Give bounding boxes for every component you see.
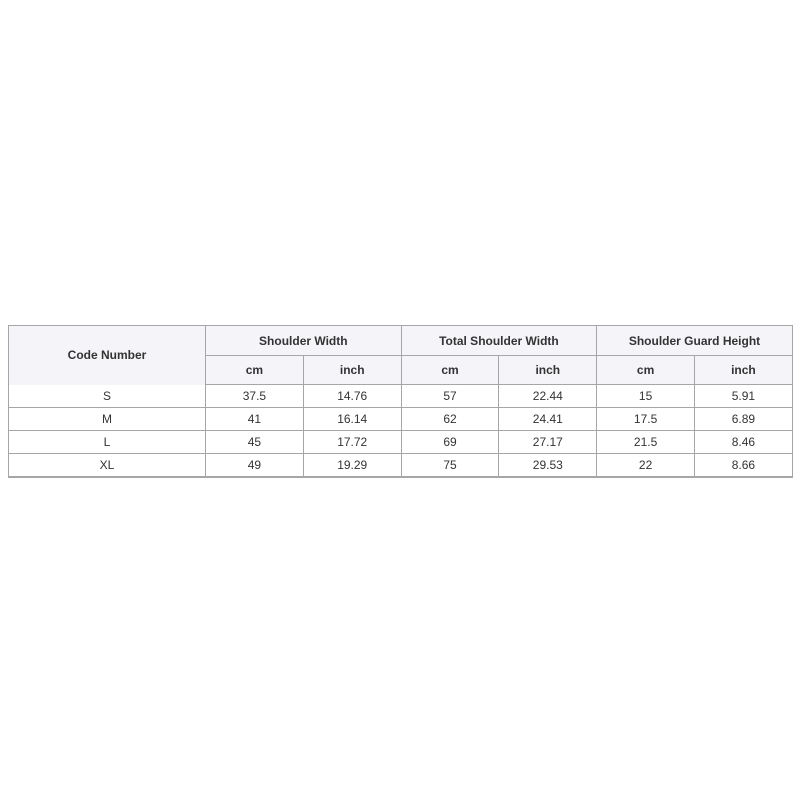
table-cell: 29.53 — [499, 454, 597, 478]
table-cell: 21.5 — [597, 431, 695, 454]
table-cell: 75 — [401, 454, 499, 478]
size-code-cell: L — [9, 431, 206, 454]
table-cell: 6.89 — [695, 408, 793, 431]
size-code-cell: S — [9, 385, 206, 408]
table-cell: 24.41 — [499, 408, 597, 431]
size-chart-table — [8, 325, 793, 478]
size-code-cell: M — [9, 408, 206, 431]
unit-header: inch — [499, 356, 597, 385]
table-cell: 22 — [597, 454, 695, 478]
code-number-header: Code Number — [9, 326, 206, 385]
table-cell: 27.17 — [499, 431, 597, 454]
table-row — [9, 408, 793, 431]
table-cell: 16.14 — [303, 408, 401, 431]
table-cell: 17.5 — [597, 408, 695, 431]
table-cell: 62 — [401, 408, 499, 431]
table-cell: 17.72 — [303, 431, 401, 454]
unit-header: cm — [597, 356, 695, 385]
header-group-row — [9, 326, 793, 356]
table-cell: 49 — [206, 454, 304, 478]
unit-header: cm — [206, 356, 304, 385]
shoulder-guard-height-header: Shoulder Guard Height — [597, 326, 793, 356]
table-cell: 57 — [401, 385, 499, 408]
table-cell: 41 — [206, 408, 304, 431]
unit-header: cm — [401, 356, 499, 385]
unit-header: inch — [303, 356, 401, 385]
table-cell: 14.76 — [303, 385, 401, 408]
shoulder-width-header: Shoulder Width — [206, 326, 402, 356]
table-row — [9, 454, 793, 478]
table-cell: 15 — [597, 385, 695, 408]
table-cell: 8.46 — [695, 431, 793, 454]
table-row — [9, 431, 793, 454]
table-cell: 69 — [401, 431, 499, 454]
size-code-cell: XL — [9, 454, 206, 478]
table-row — [9, 385, 793, 408]
table-cell: 5.91 — [695, 385, 793, 408]
total-shoulder-width-header: Total Shoulder Width — [401, 326, 597, 356]
table-cell: 37.5 — [206, 385, 304, 408]
table-cell: 45 — [206, 431, 304, 454]
table-cell: 22.44 — [499, 385, 597, 408]
table-cell: 8.66 — [695, 454, 793, 478]
table-cell: 19.29 — [303, 454, 401, 478]
unit-header: inch — [695, 356, 793, 385]
